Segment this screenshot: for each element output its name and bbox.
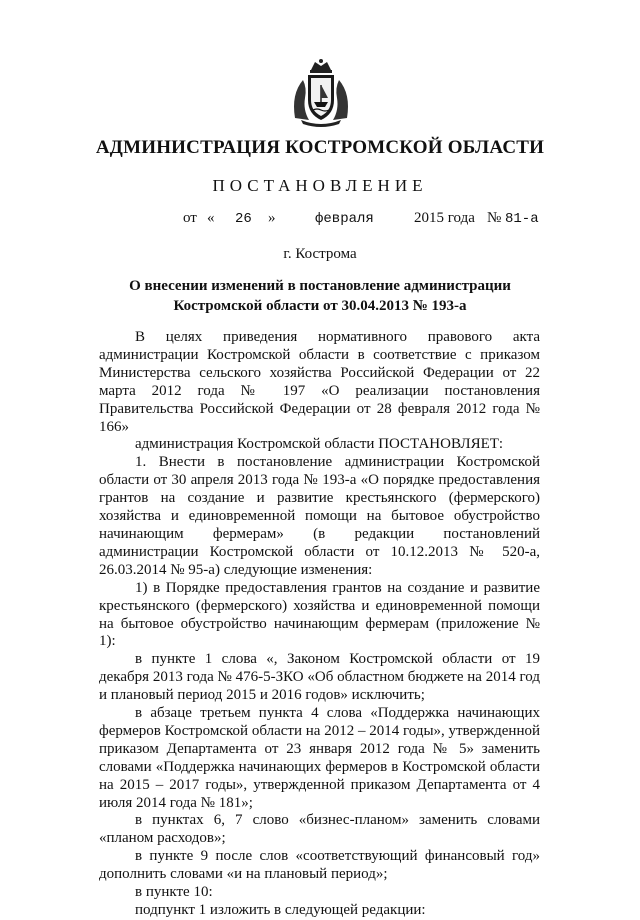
paragraph: 1. Внести в постановление администрации Костромской области от 30 апреля 2013 года № 193-а «О порядке предоставления грантов на создание и развитие крестьянского (фермерского) хозяйства и единовременной помощи на бытовое обустройство начинающим фермерам» (в редакции постановлений администрации Костромской области от 10.12.2013 № 520-а, 26.03.2014 № 95-а) следующие изменения: [99, 454, 540, 578]
document-number: 81-а [505, 211, 539, 227]
date-year: 2015 года [414, 210, 475, 226]
paragraph: в пункте 1 слова «, Законом Костромской области от 19 декабря 2013 года № 476-5-ЗКО «Об областном бюджете на 2014 год и плановый период 2015 и 2016 годов» исключить; [99, 651, 540, 704]
paragraph: в пункте 9 после слов «соответствующий финансовый год» дополнить словами «и на плановый период»; [99, 848, 540, 883]
quote-close: » [268, 210, 276, 226]
paragraph: в абзаце третьем пункта 4 слова «Поддержка начинающих фермеров Костромской области на 2012 – 2014 годы», утвержденной приказом Департамента от 23 января 2012 года № 5» заменить словами «Поддержка начинающих фермеров в Костромской области на 2015 – 2017 годы», утвержденной приказом Департамента от 4 июля 2014 года № 181»; [99, 705, 540, 811]
date-day: 26 [235, 211, 252, 227]
document-subject [120, 276, 520, 316]
date-month: февраля [315, 211, 374, 227]
city: г. Кострома [283, 246, 357, 262]
subject-line: Костромской области от 30.04.2013 № 193-а [173, 298, 467, 314]
paragraph: подпункт 1 изложить в следующей редакции: [135, 902, 426, 918]
coat-of-arms-icon [289, 58, 353, 128]
paragraph: В целях приведения нормативного правового акта администрации Костромской области в соответствие с приказом Министерства сельского хозяйства Российской Федерации от 22 марта 2012 года № 197 «О реализации постановления Правительства Российской Федерации от 28 февраля 2012 года № 166» [99, 329, 540, 435]
document-body [99, 329, 540, 920]
paragraph: в пунктах 6, 7 слово «бизнес-планом» заменить словами «планом расходов»; [99, 812, 540, 847]
date-prefix: от [183, 210, 197, 226]
date-line [0, 210, 640, 232]
paragraph: администрация Костромской области ПОСТАНОВЛЯЕТ: [135, 436, 504, 453]
subject-line: О внесении изменений в постановление администрации [129, 278, 511, 294]
quote-open: « [207, 210, 215, 226]
paragraph: в пункте 10: [135, 884, 213, 901]
number-sign: № [487, 210, 502, 226]
organization-name: АДМИНИСТРАЦИЯ КОСТРОМСКОЙ ОБЛАСТИ [95, 137, 545, 158]
paragraph: 1) в Порядке предоставления грантов на создание и развитие крестьянского (фермерского) хозяйства и единовременной помощи на бытовое обустройство начинающим фермерам (приложение № 1): [99, 579, 540, 650]
document-type: ПОСТАНОВЛЕНИЕ [212, 176, 428, 195]
